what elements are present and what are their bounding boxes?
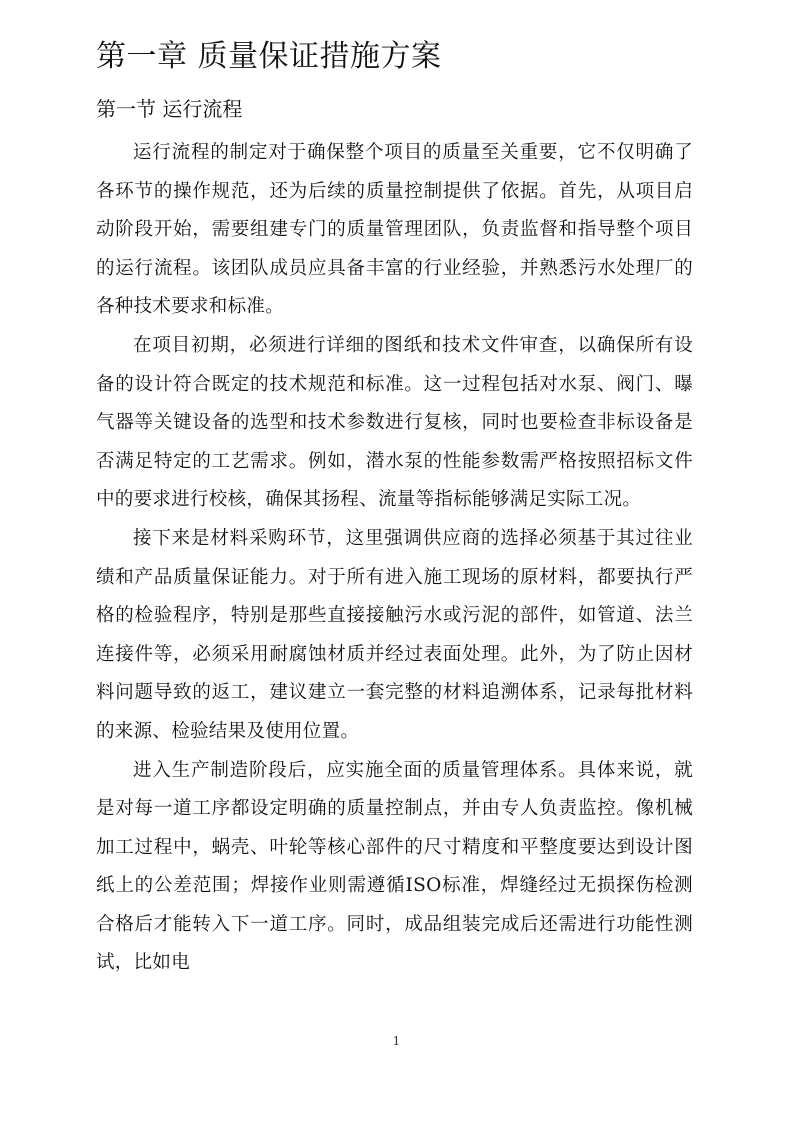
paragraph: 运行流程的制定对于确保整个项目的质量至关重要，它不仅明确了各环节的操作规范，还为后续的质量控制提供了依据。首先，从项目启动阶段开始，需要组建专门的质量管理团队，负责监督和指导整个项目的运行流程。该团队成员应具备丰富的行业经验，并熟悉污水处理厂的各种技术要求和标准。 <box>96 142 693 318</box>
chapter-title: 第一章 质量保证措施方案 <box>96 39 442 74</box>
paragraph: 在项目初期，必须进行详细的图纸和技术文件审查，以确保所有设备的设计符合既定的技术规范和标准。这一过程包括对水泵、阀门、曝气器等关键设备的选型和技术参数进行复核，同时也要检查非标设备是否满足特定的工艺需求。例如，潜水泵的性能参数需严格按照招标文件中的要求进行校核，确保其扬程、流量等指标能够满足实际工况。 <box>96 334 693 511</box>
page-number: 1 <box>392 1034 401 1048</box>
document-body <box>96 134 693 983</box>
section-title: 第一节 运行流程 <box>96 97 243 121</box>
paragraph: 进入生产制造阶段后，应实施全面的质量管理体系。具体来说，就是对每一道工序都设定明确的质量控制点，并由专人负责监控。像机械加工过程中，蜗壳、叶轮等核心部件的尺寸精度和平整度要达到设计图纸上的公差范围；焊接作业则需遵循ISO标准，焊缝经过无损探伤检测合格后才能转入下一道工序。同时，成品组装完成后还需进行功能性测试，比如电 <box>96 759 693 974</box>
paragraph: 接下来是材料采购环节，这里强调供应商的选择必须基于其过往业绩和产品质量保证能力。对于所有进入施工现场的原材料，都要执行严格的检验程序，特别是那些直接接触污水或污泥的部件，如管道、法兰连接件等，必须采用耐腐蚀材质并经过表面处理。此外，为了防止因材料问题导致的返工，建议建立一套完整的材料追溯体系，记录每批材料的来源、检验结果及使用位置。 <box>96 527 693 742</box>
